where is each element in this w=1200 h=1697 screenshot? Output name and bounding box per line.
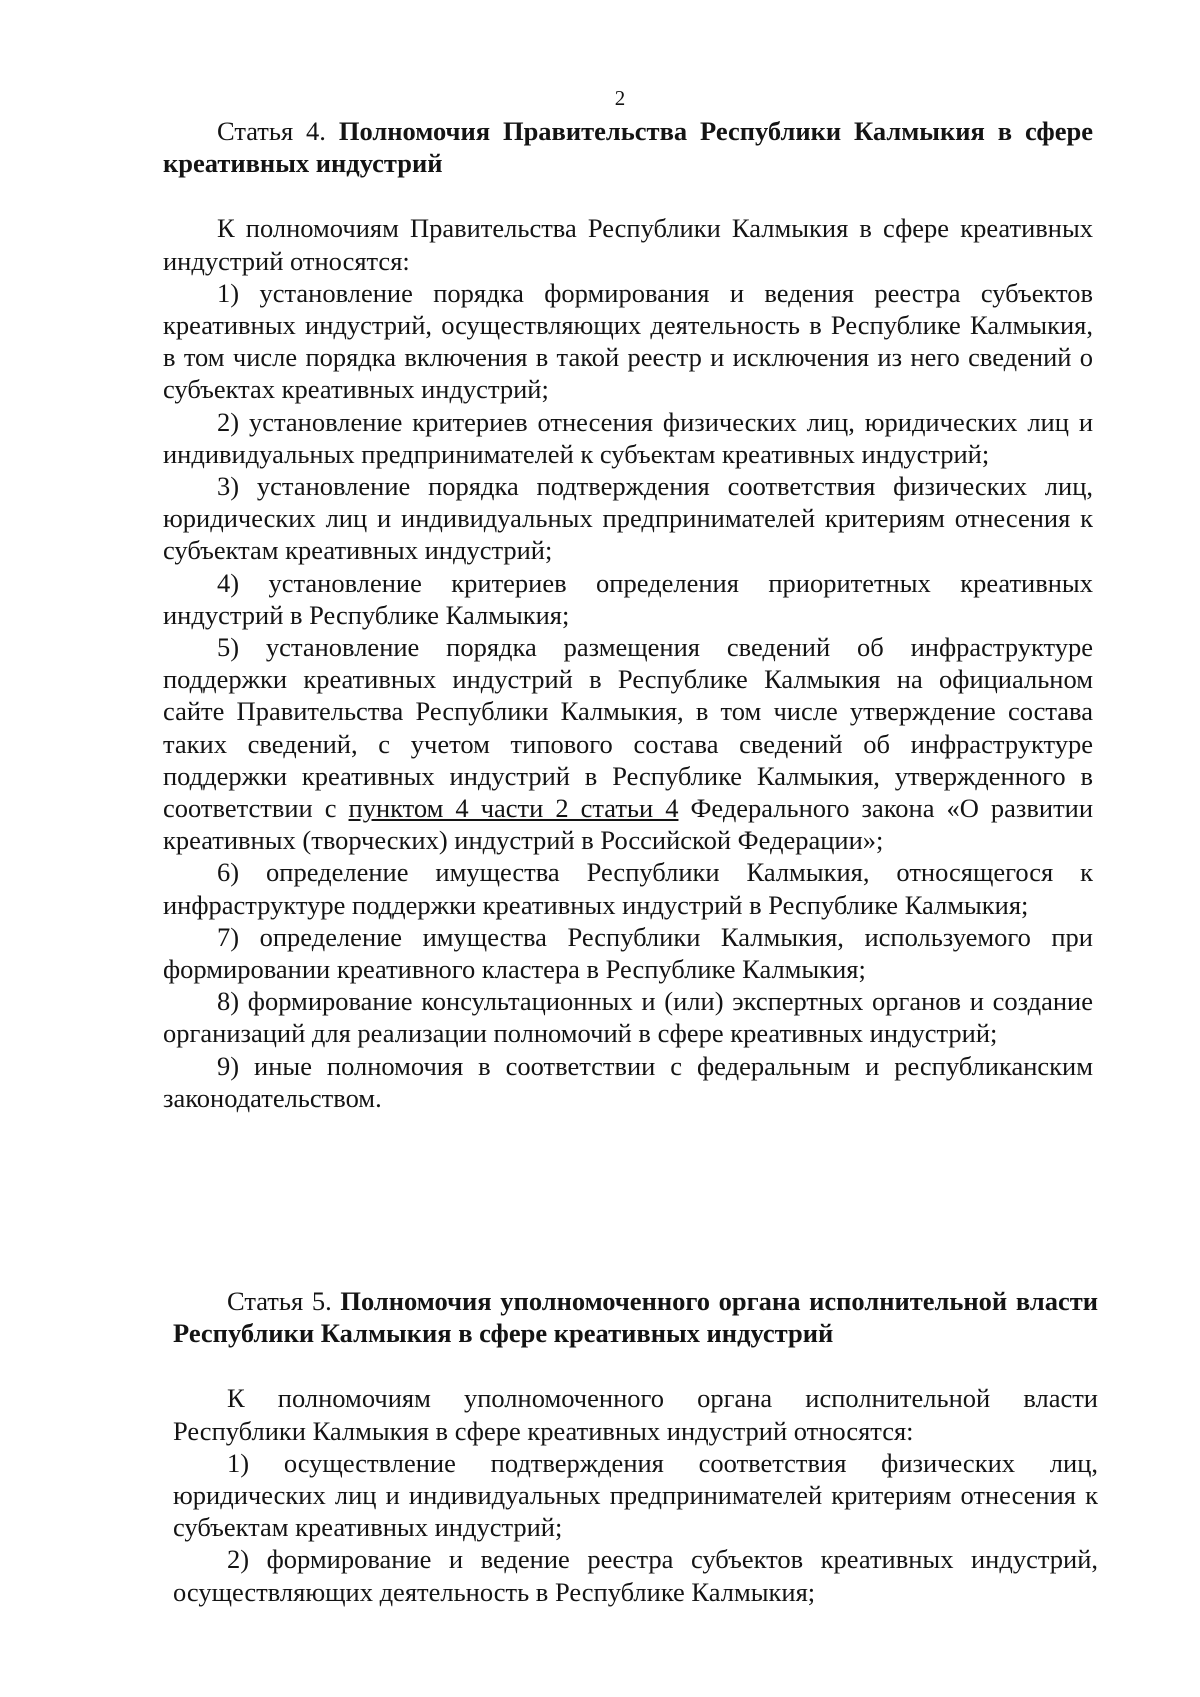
article-4-title: Полномочия Правительства Республики Калмыкия в сфере креативных индустрий — [163, 116, 1093, 179]
article-5 — [173, 1285, 1098, 1608]
article-4-item-3: 3) установление порядка подтверждения соответствия физических лиц, юридических лиц и индивидуальных предпринимателей критериям отнесения к субъектам креативных индустрий; — [163, 471, 1093, 566]
article-5-title: Полномочия уполномоченного органа исполнительной власти Республики Калмыкия в сфере креативных индустрий — [173, 1286, 1098, 1349]
article-4 — [163, 115, 1093, 1114]
article-4-item-1: 1) установление порядка формирования и ведения реестра субъектов креативных индустрий, осуществляющих деятельность в Республике Калмыкия, в том числе порядка включения в такой реестр и исключения из него сведений о субъектах креативных индустрий; — [163, 277, 1093, 405]
article-5-item-1: 1) осуществление подтверждения соответствия физических лиц, юридических лиц и индивидуальных предпринимателей критериям отнесения к субъектам креативных индустрий; — [173, 1447, 1098, 1543]
article-4-item-5-text: 5) установление порядка размещения сведений об инфраструктуре поддержки креативных индустрий в Республике Калмыкия на официальном сайте Правительства Республики Калмыкия, в том числе утверждение состава таких сведений, с учетом типового состава сведений об инфраструктуре поддержки креативных индустрий в Республике Калмыкия, утвержденного в соответствии с — [163, 632, 1093, 824]
article-5-intro: К полномочиям уполномоченного органа исполнительной власти Республики Калмыкия в сфере креативных индустрий относятся: — [173, 1383, 1098, 1446]
article-5-heading — [173, 1285, 1098, 1349]
article-4-item-7: 7) определение имущества Республики Калмыкия, используемого при формировании креативного кластера в Республике Калмыкия; — [163, 921, 1093, 985]
article-4-item-6: 6) определение имущества Республики Калмыкия, относящегося к инфраструктуре поддержки креативных индустрий в Республике Калмыкия; — [163, 857, 1093, 920]
article-4-item-4: 4) установление критериев определения приоритетных креативных индустрий в Республике Калмыкия; — [163, 567, 1093, 630]
article-4-item-5 — [163, 631, 1093, 856]
article-4-number: Статья 4. — [217, 116, 326, 146]
law-reference-link[interactable]: пунктом 4 части 2 статьи 4 — [348, 793, 679, 824]
article-4-item-8: 8) формирование консультационных и (или) экспертных органов и создание организаций для реализации полномочий в сфере креативных индустрий; — [163, 986, 1093, 1049]
article-5-item-2: 2) формирование и ведение реестра субъектов креативных индустрий, осуществляющих деятельность в Республике Калмыкия; — [173, 1544, 1098, 1607]
article-4-item-5-text-end: Федерального закона «О развитии креативных (творческих) индустрий в Российской Федерации»; — [163, 793, 1094, 856]
page-number: 2 — [614, 86, 626, 110]
article-4-intro: К полномочиям Правительства Республики Калмыкия в сфере креативных индустрий относятся: — [163, 213, 1093, 276]
article-5-number: Статья 5. — [227, 1286, 332, 1316]
article-4-item-2: 2) установление критериев отнесения физических лиц, юридических лиц и индивидуальных предпринимателей к субъектам креативных индустрий; — [163, 406, 1093, 469]
article-4-heading — [163, 115, 1093, 179]
article-4-item-9: 9) иные полномочия в соответствии с федеральным и республиканским законодательством. — [163, 1050, 1093, 1113]
